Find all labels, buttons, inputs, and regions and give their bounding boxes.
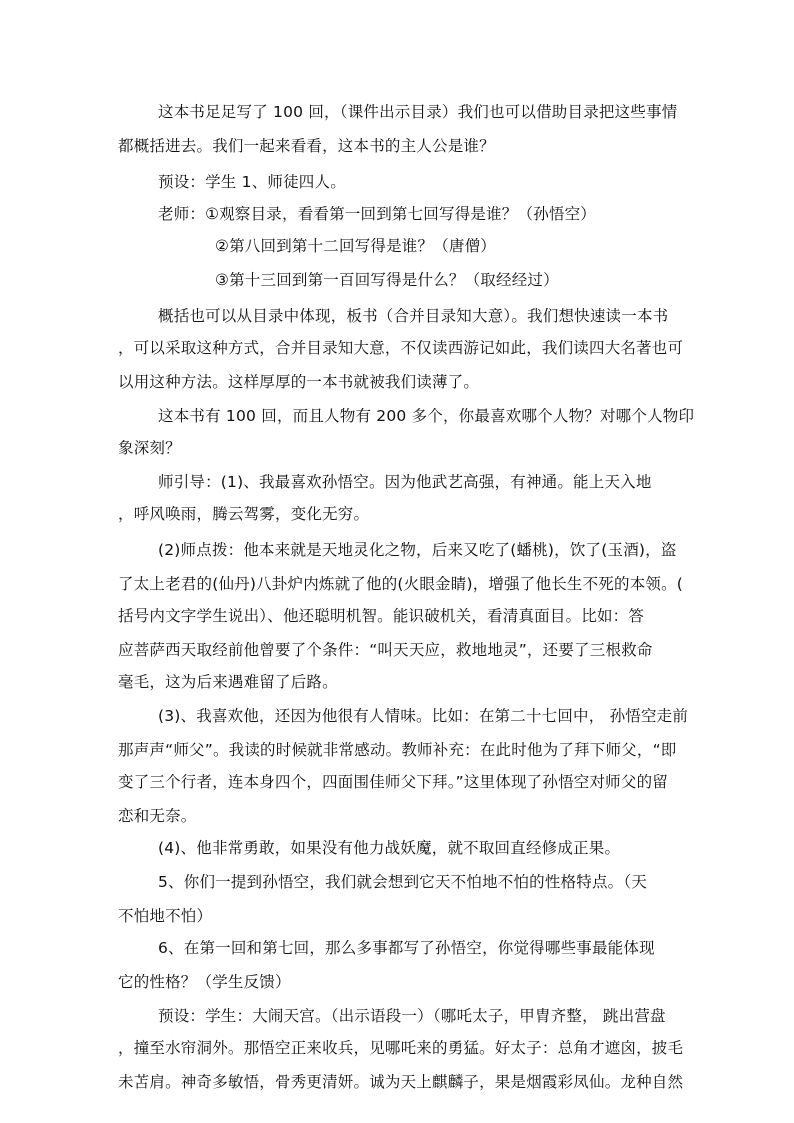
paragraph-line: 预设：学生：大闹天宫。（出示语段一）（哪吒太子，甲胄齐整， 跳出营盘 (158, 1007, 666, 1025)
paragraph-line: 预设：学生 1、师徒四人。 (158, 173, 346, 191)
paragraph-line: 它的性格？（学生反馈） (118, 973, 291, 991)
paragraph-line: 未苫肩。神奇多敏悟，骨秀更清妍。诚为天上麒麟子，果是烟霞彩凤仙。龙种自然 (118, 1073, 684, 1091)
paragraph-line: 这本书足足写了 100 回，（课件出示目录）我们也可以借助目录把这些事情 (158, 103, 678, 121)
paragraph-line: ②第八回到第十二回写得是谁？（唐僧） (215, 237, 496, 255)
paragraph-line: ，可以采取这种方式，合并目录知大意，不仅读西游记如此，我们读四大名著也可 (118, 339, 684, 357)
paragraph-line: 括号内文字学生说出）、他还聪明机智。能识破机关，看清真面目。比如：答 (118, 607, 645, 625)
paragraph-line: 了太上老君的(仙丹)八卦炉内炼就了他的(火眼金睛)，增强了他长生不死的本领。( (118, 575, 684, 593)
paragraph-line: 那声声“师父”。我读的时候就非常感动。教师补充：在此时他为了拜下师父，“即 (118, 741, 677, 759)
paragraph-line: 都概括进去。我们一起来看看，这本书的主人公是谁？ (118, 137, 495, 155)
paragraph-line: 不怕地不怕） (118, 907, 213, 925)
paragraph-line: 概括也可以从目录中体现，板书（合并目录知大意）。我们想快速读一本书 (158, 307, 669, 325)
paragraph-line: 恋和无奈。 (118, 807, 197, 825)
paragraph-line: 应菩萨西天取经前他曾要了个条件：“叫天天应，救地地灵”，还要了三根救命 (118, 641, 653, 659)
paragraph-line: 师引导：(1)、我最喜欢孙悟空。因为他武艺高强，有神通。能上天入地 (158, 473, 652, 491)
paragraph-line: ，撞至水帘洞外。那悟空正来收兵，见哪吒来的勇猛。好太子：总角才遮囟，披毛 (118, 1039, 684, 1057)
paragraph-line: 这本书有 100 回，而且人物有 200 多个，你最喜欢哪个人物？对哪个人物印 (158, 407, 695, 425)
paragraph-line: 毫毛，这为后来遇难留了后路。 (118, 673, 338, 691)
paragraph-line: ③第十三回到第一百回写得是什么？（取经经过） (215, 271, 559, 289)
paragraph-line: (2)师点拨：他本来就是天地灵化之物，后来又吃了(蟠桃)，饮了(玉酒)，盗 (158, 541, 677, 559)
paragraph-line: 变了三个行者，连本身四个，四面围佳师父下拜。”这里体现了孙悟空对师父的留 (118, 773, 668, 791)
paragraph-line: ，呼风唤雨，腾云驾雾，变化无穷。 (118, 505, 370, 523)
paragraph-line: 老师：①观察目录，看看第一回到第七回写得是谁？（孙悟空） (158, 205, 596, 223)
paragraph-line: 象深刻？ (118, 439, 181, 457)
paragraph-line: (3)、我喜欢他，还因为他很有人情味。比如：在第二十七回中， 孙悟空走前 (158, 707, 689, 725)
paragraph-line: (4)、他非常勇敢，如果没有他力战妖魔，就不取回直经修成正果。 (158, 839, 621, 857)
paragraph-line: 5、你们一提到孙悟空，我们就会想到它天不怕地不怕的性格特点。（天 (158, 873, 648, 891)
paragraph-line: 6、在第一回和第七回，那么多事都写了孙悟空，你觉得哪些事最能体现 (158, 939, 655, 957)
paragraph-line: 以用这种方法。这样厚厚的一本书就被我们读薄了。 (118, 373, 480, 391)
